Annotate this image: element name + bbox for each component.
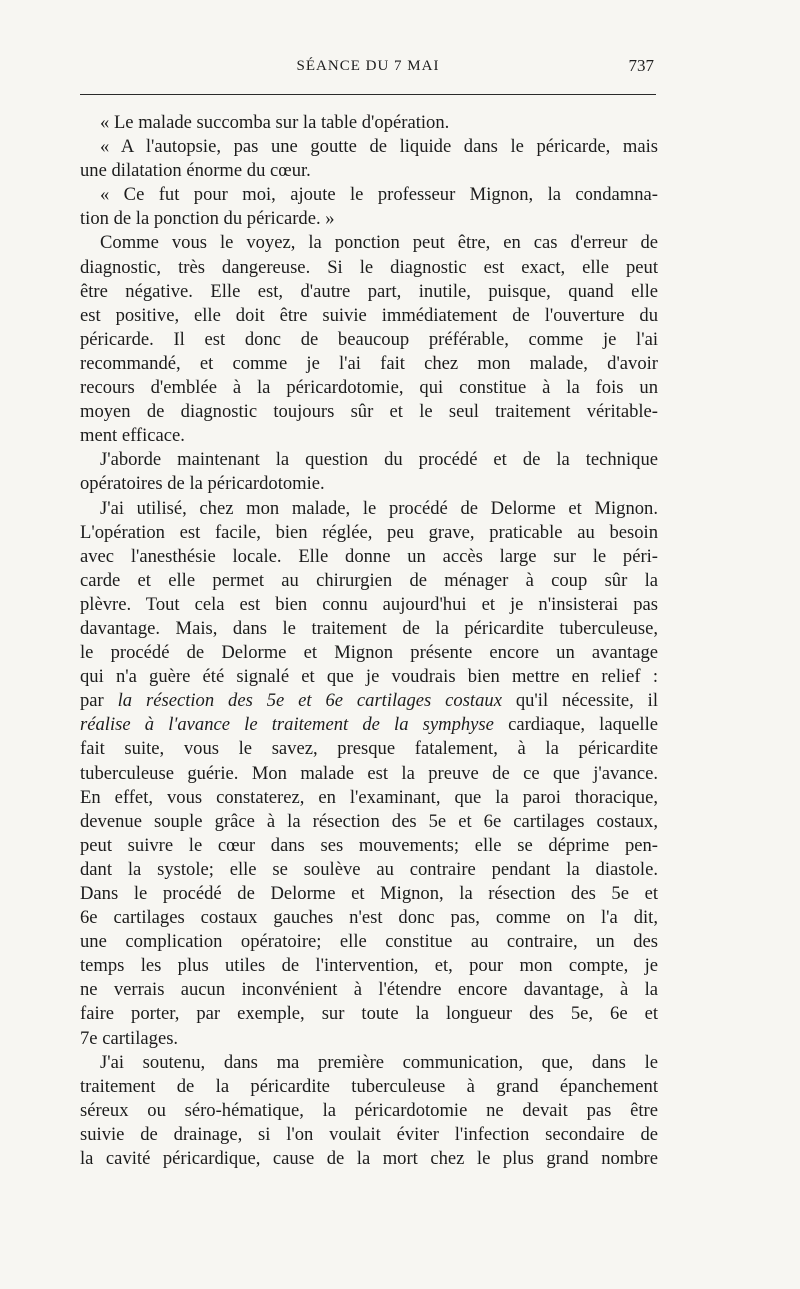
body-text: [80, 111, 658, 1171]
text-line: Dans le procédé de Delorme et Mignon, la résection des 5e et: [80, 883, 658, 904]
text-line: recours d'emblée à la péricardotomie, qui constitue à la fois un: [80, 377, 658, 399]
text-line: tuberculeuse guérie. Mon malade est la preuve de ce que j'avance.: [80, 762, 658, 784]
text-line: davantage. Mais, dans le traitement de la péricardite tuberculeuse,: [80, 617, 658, 639]
text-line: J'aborde maintenant la question du procédé et de la technique: [100, 449, 658, 471]
text-line: devenue souple grâce à la résection des 5e et 6e cartilages costaux,: [80, 810, 658, 832]
text-line: tion de la ponction du péricarde. »: [80, 208, 335, 230]
text-line: dant la systole; elle se soulève au contraire pendant la diastole.: [80, 858, 658, 880]
text-line: séreux ou séro-hématique, la péricardotomie ne devait pas être: [80, 1099, 658, 1121]
text-line: « A l'autopsie, pas une goutte de liquide dans le péricarde, mais: [100, 136, 658, 158]
text-line: péricarde. Il est donc de beaucoup préférable, comme je l'ai: [80, 328, 658, 350]
text-line: temps les plus utiles de l'intervention, et, pour mon compte, je: [80, 955, 658, 977]
text-line: ne verrais aucun inconvénient à l'étendre encore davantage, à la: [80, 979, 658, 1001]
header-rule: [80, 94, 656, 95]
text-line: recommandé, et comme je l'ai fait chez mon malade, d'avoir: [80, 352, 658, 374]
page-number: 737: [628, 56, 654, 75]
running-title: SÉANCE DU 7 MAI: [296, 58, 440, 74]
text-line: peut suivre le cœur dans ses mouvements; elle se déprime pen-: [80, 834, 658, 856]
text-line: Comme vous le voyez, la ponction peut être, en cas d'erreur de: [100, 232, 658, 254]
text-line: plèvre. Tout cela est bien connu aujourd'hui et je n'insisterai pas: [80, 593, 658, 615]
text-line: être négative. Elle est, d'autre part, inutile, puisque, quand elle: [80, 280, 658, 302]
text-line: est positive, elle doit être suivie immédiatement de l'ouverture du: [80, 304, 658, 326]
text-line: par la résection des 5e et 6e cartilages costaux qu'il nécessite, il: [80, 690, 658, 712]
text-line: une dilatation énorme du cœur.: [80, 160, 311, 182]
text-line: opératoires de la péricardotomie.: [80, 473, 325, 495]
text-line: J'ai utilisé, chez mon malade, le procédé de Delorme et Mignon.: [100, 497, 658, 519]
text-line: moyen de diagnostic toujours sûr et le seul traitement véritable-: [80, 401, 658, 423]
page-header: [80, 52, 656, 86]
text-line: faire porter, par exemple, sur toute la longueur des 5e, 6e et: [80, 1003, 658, 1025]
text-line: traitement de la péricardite tuberculeuse à grand épanchement: [80, 1075, 658, 1097]
text-line: « Ce fut pour moi, ajoute le professeur Mignon, la condamna-: [100, 184, 658, 206]
text-line: le procédé de Delorme et Mignon présente encore un avantage: [80, 642, 658, 664]
text-line: L'opération est facile, bien réglée, peu grave, praticable au besoin: [80, 521, 658, 543]
text-line: fait suite, vous le savez, presque fatalement, à la péricardite: [80, 738, 658, 760]
text-line: 7e cartilages.: [80, 1027, 179, 1049]
text-line: suivie de drainage, si l'on voulait éviter l'infection secondaire de: [80, 1123, 658, 1145]
text-line: diagnostic, très dangereuse. Si le diagnostic est exact, elle peut: [80, 256, 658, 278]
text-line: 6e cartilages costaux gauches n'est donc pas, comme on l'a dit,: [80, 907, 658, 929]
text-line: une complication opératoire; elle constitue au contraire, un des: [80, 931, 658, 953]
text-line: la cavité péricardique, cause de la mort chez le plus grand nombre: [80, 1148, 658, 1170]
text-line: avec l'anesthésie locale. Elle donne un accès large sur le péri-: [80, 545, 658, 567]
text-line: carde et elle permet au chirurgien de ménager à coup sûr la: [80, 569, 658, 591]
text-line: qui n'a guère été signalé et que je voudrais bien mettre en relief :: [80, 666, 658, 688]
text-line: ment efficace.: [80, 425, 185, 447]
text-line: J'ai soutenu, dans ma première communication, que, dans le: [100, 1051, 658, 1073]
text-line: En effet, vous constaterez, en l'examinant, que la paroi thoracique,: [80, 786, 658, 808]
text-line: réalise à l'avance le traitement de la symphyse cardiaque, laquelle: [80, 714, 658, 736]
text-line: « Le malade succomba sur la table d'opération.: [100, 112, 450, 133]
